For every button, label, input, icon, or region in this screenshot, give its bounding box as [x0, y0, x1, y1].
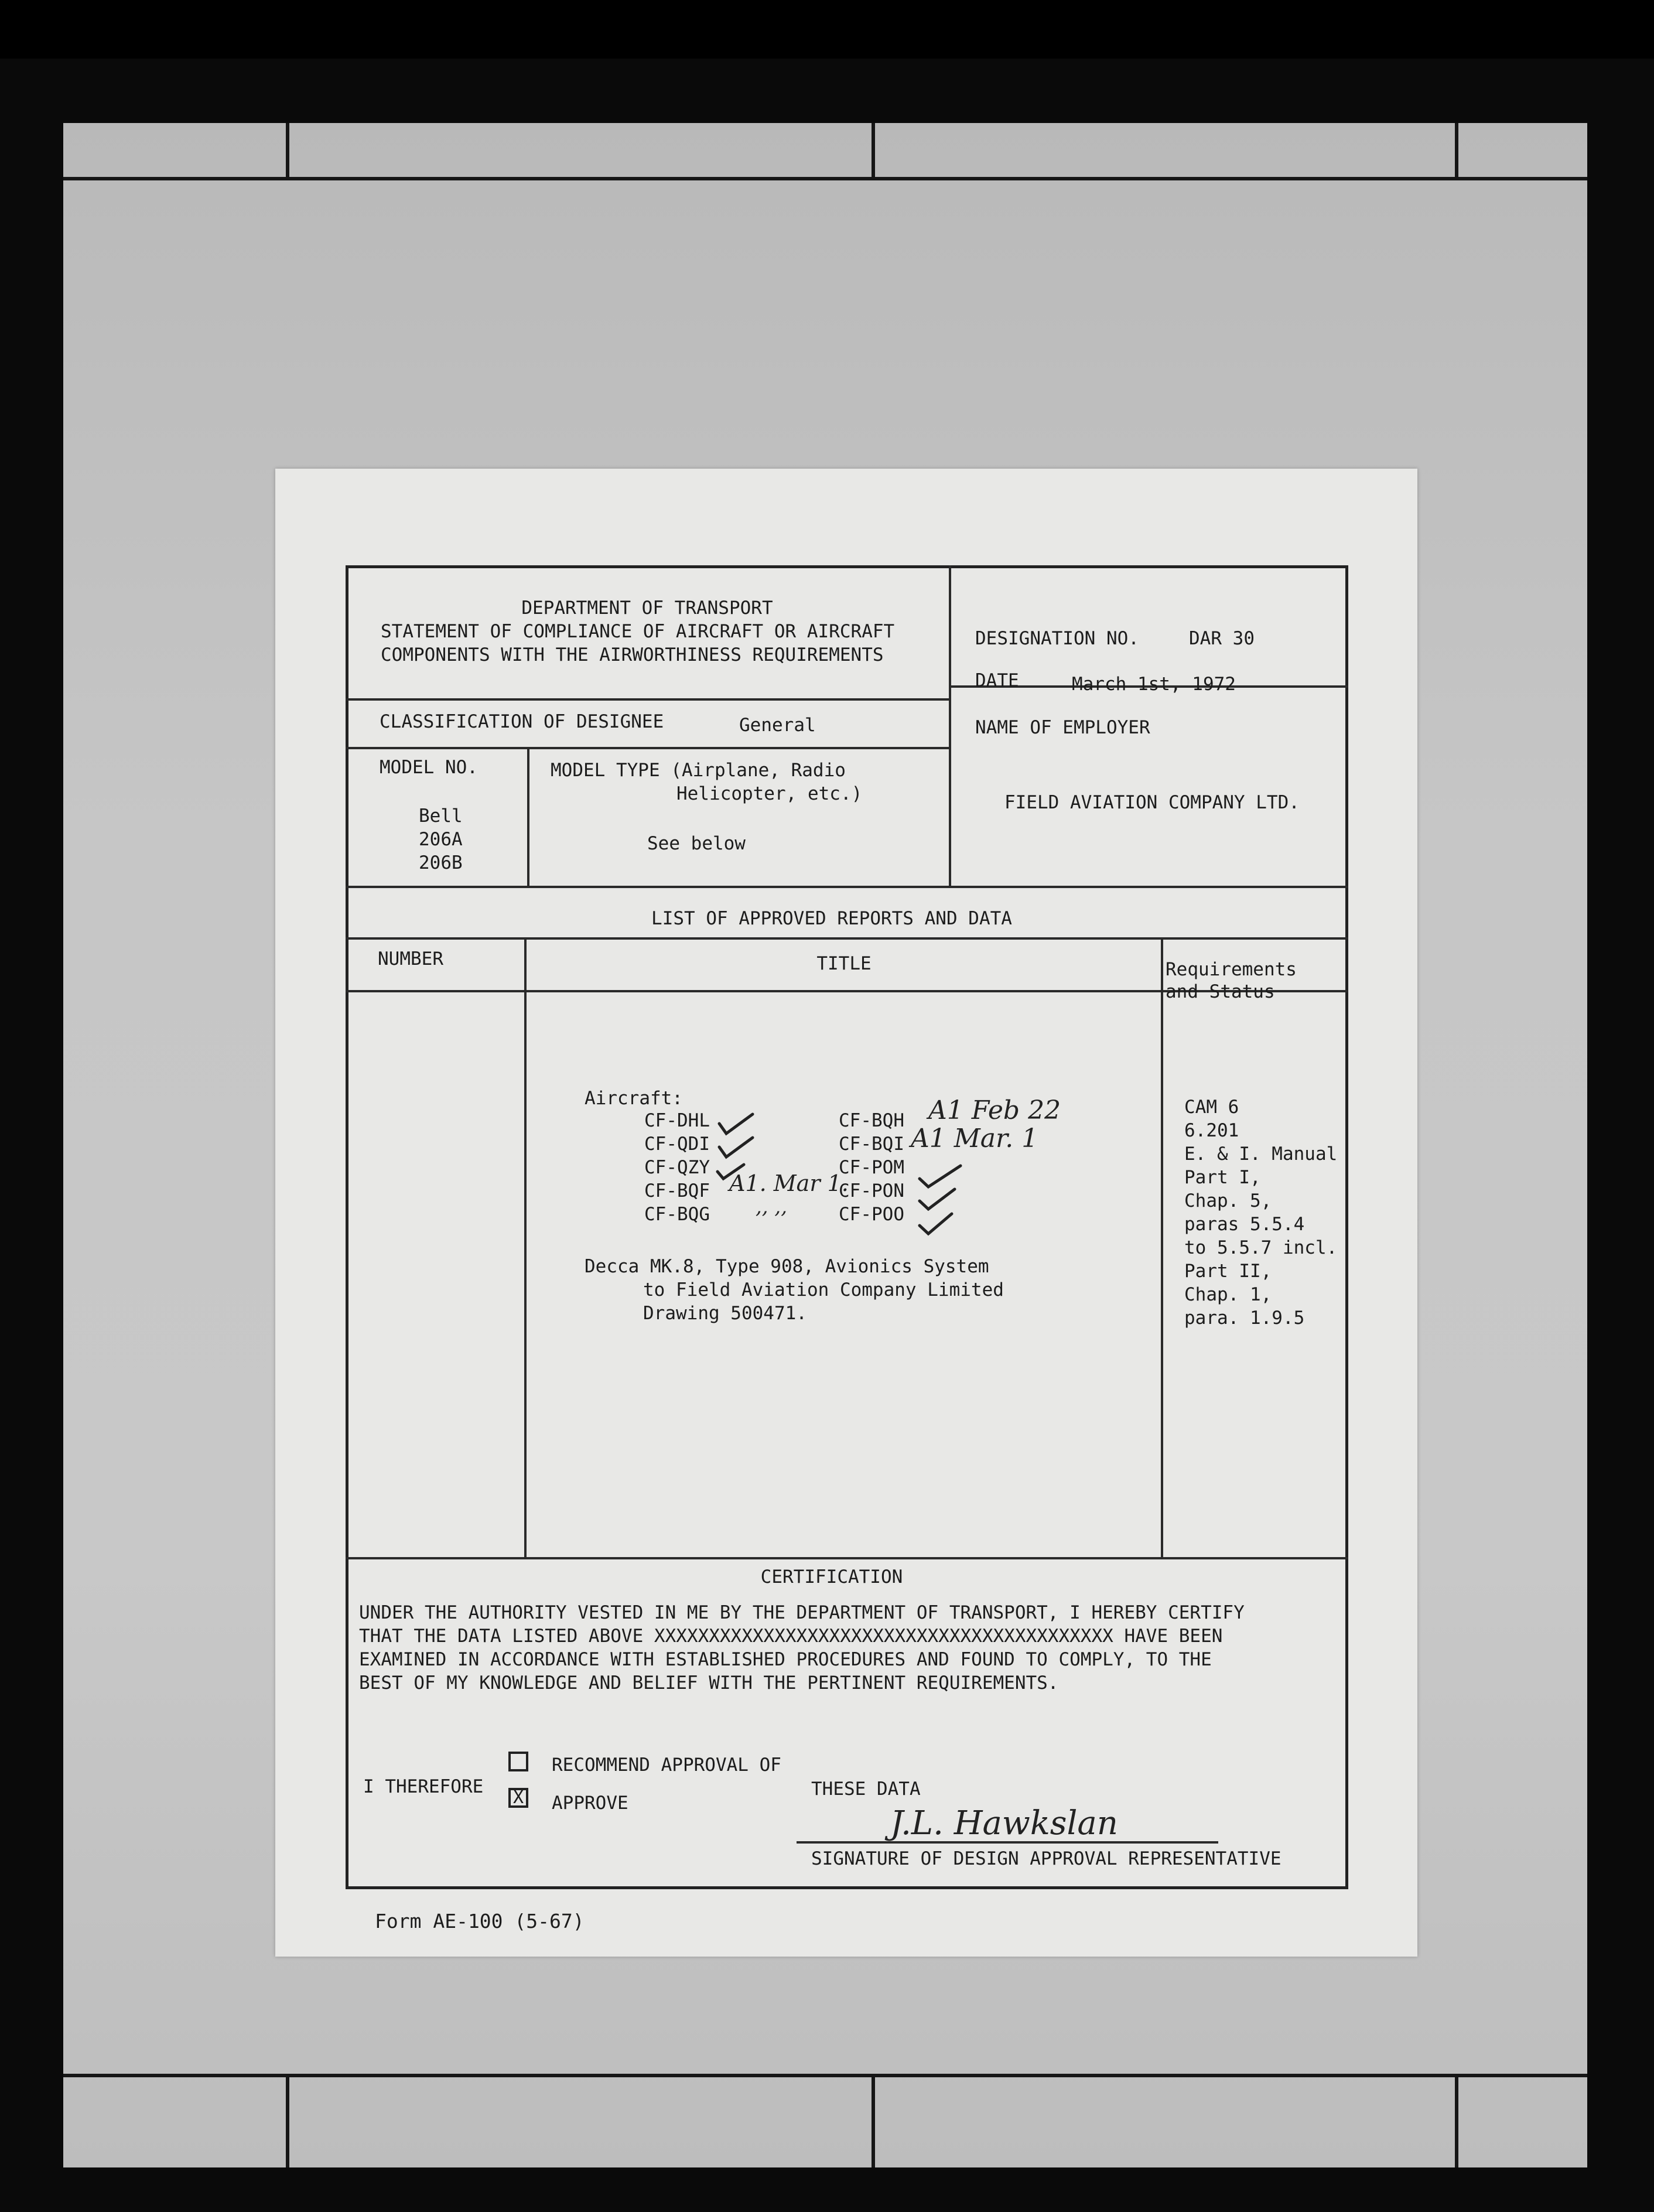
date-label: DATE: [975, 670, 1019, 691]
recommend-checkbox[interactable]: [508, 1752, 528, 1771]
certification-heading: CERTIFICATION: [760, 1566, 903, 1588]
col-req-header: Requirements: [1166, 959, 1297, 980]
rule: [346, 1557, 1348, 1559]
rule: [1161, 937, 1163, 1557]
handwritten-note: A1. Mar 1.: [729, 1170, 849, 1196]
classification-value: General: [739, 715, 816, 736]
board-tick: [1455, 2074, 1458, 2167]
board-rule-top: [63, 177, 1587, 180]
model-no-value: 206A: [419, 829, 463, 850]
handwritten-note: A1 Mar. 1: [911, 1124, 1038, 1153]
board-tick: [872, 2074, 875, 2167]
board-tick: [286, 123, 289, 179]
rule: [346, 886, 1348, 888]
classification-label: CLASSIFICATION OF DESIGNEE: [380, 711, 664, 732]
rule: [346, 698, 950, 701]
aircraft-reg: CF-QDI: [644, 1134, 710, 1155]
recommend-label: RECOMMEND APPROVAL OF: [552, 1754, 781, 1776]
col-title-header: TITLE: [816, 953, 872, 974]
board-rule-bottom: [63, 2074, 1587, 2077]
requirement-line: para. 1.9.5: [1184, 1308, 1305, 1329]
statement-title-line2: COMPONENTS WITH THE AIRWORTHINESS REQUIREMENTS: [381, 644, 884, 665]
dept-title: DEPARTMENT OF TRANSPORT: [521, 598, 773, 619]
model-no-label: MODEL NO.: [380, 757, 478, 778]
aircraft-reg: CF-POO: [839, 1204, 904, 1225]
signature-label: SIGNATURE OF DESIGN APPROVAL REPRESENTATIVE: [811, 1848, 1281, 1869]
requirement-line: to 5.5.7 incl.: [1184, 1237, 1338, 1258]
requirement-line: paras 5.5.4: [1184, 1214, 1305, 1235]
approval-suffix: THESE DATA: [811, 1779, 921, 1800]
model-type-label: MODEL TYPE (Airplane, Radio: [551, 760, 846, 781]
rule: [346, 937, 1348, 940]
approve-label: APPROVE: [552, 1793, 628, 1814]
approve-checkbox[interactable]: X: [508, 1788, 528, 1808]
description-line1: Decca MK.8, Type 908, Avionics System: [585, 1256, 989, 1277]
requirement-line: Part I,: [1184, 1167, 1261, 1188]
aircraft-reg: CF-DHL: [644, 1110, 710, 1131]
requirement-line: Chap. 1,: [1184, 1284, 1272, 1305]
designation-value: DAR 30: [1189, 628, 1255, 649]
list-heading: LIST OF APPROVED REPORTS AND DATA: [651, 908, 1012, 929]
rule: [949, 565, 951, 886]
form-number: Form AE-100 (5-67): [375, 1910, 585, 1933]
aircraft-label: Aircraft:: [585, 1088, 683, 1109]
aircraft-reg: CF-BQH: [839, 1110, 904, 1131]
designation-label: DESIGNATION NO.: [975, 628, 1139, 649]
requirement-line: E. & I. Manual: [1184, 1143, 1338, 1165]
date-value: March 1st, 1972: [1072, 674, 1236, 695]
model-no-value: Bell: [419, 805, 463, 827]
requirement-line: CAM 6: [1184, 1097, 1239, 1118]
aircraft-reg: CF-QZY: [644, 1157, 710, 1178]
aircraft-reg: CF-BQG: [644, 1204, 710, 1225]
board-tick: [1455, 123, 1458, 179]
description-line3: Drawing 500471.: [643, 1303, 807, 1324]
handwritten-note: A1 Feb 22: [928, 1095, 1061, 1125]
rule: [524, 937, 527, 1557]
col-req-header: and Status: [1166, 981, 1275, 1002]
aircraft-reg: CF-BQI: [839, 1134, 904, 1155]
board-tick: [872, 123, 875, 179]
requirement-line: 6.201: [1184, 1120, 1239, 1141]
requirement-line: Part II,: [1184, 1261, 1272, 1282]
rule: [527, 747, 529, 886]
statement-title-line1: STATEMENT OF COMPLIANCE OF AIRCRAFT OR AIRCRAFT: [381, 621, 895, 642]
employer-label: NAME OF EMPLOYER: [975, 717, 1150, 738]
board-tick: [286, 2074, 289, 2167]
rule: [346, 747, 950, 749]
model-no-value: 206B: [419, 852, 463, 873]
certification-text: THAT THE DATA LISTED ABOVE XXXXXXXXXXXXXXXXXXXXXXXXXXXXXXXXXXXXXXXXXX HAVE BEEN: [359, 1626, 1223, 1647]
approval-prefix: I THEREFORE: [363, 1776, 484, 1797]
requirement-line: Chap. 5,: [1184, 1190, 1272, 1211]
aircraft-reg: CF-POM: [839, 1157, 904, 1178]
certification-text: EXAMINED IN ACCORDANCE WITH ESTABLISHED PROCEDURES AND FOUND TO COMPLY, TO THE: [359, 1649, 1212, 1670]
certification-text: BEST OF MY KNOWLEDGE AND BELIEF WITH THE PERTINENT REQUIREMENTS.: [359, 1672, 1059, 1694]
aircraft-reg: CF-BQF: [644, 1180, 710, 1201]
col-number-header: NUMBER: [378, 948, 443, 970]
handwritten-note: ,, ,,: [756, 1195, 788, 1218]
model-type-label: Helicopter, etc.): [676, 783, 863, 804]
certification-text: UNDER THE AUTHORITY VESTED IN ME BY THE DEPARTMENT OF TRANSPORT, I HEREBY CERTIFY: [359, 1602, 1245, 1623]
film-border: [0, 0, 1654, 59]
signature: J.L. Hawkslan: [890, 1804, 1118, 1842]
model-type-value: See below: [647, 833, 746, 854]
aircraft-reg: CF-PON: [839, 1180, 904, 1201]
employer-value: FIELD AVIATION COMPANY LTD.: [1004, 792, 1300, 813]
description-line2: to Field Aviation Company Limited: [643, 1279, 1004, 1300]
